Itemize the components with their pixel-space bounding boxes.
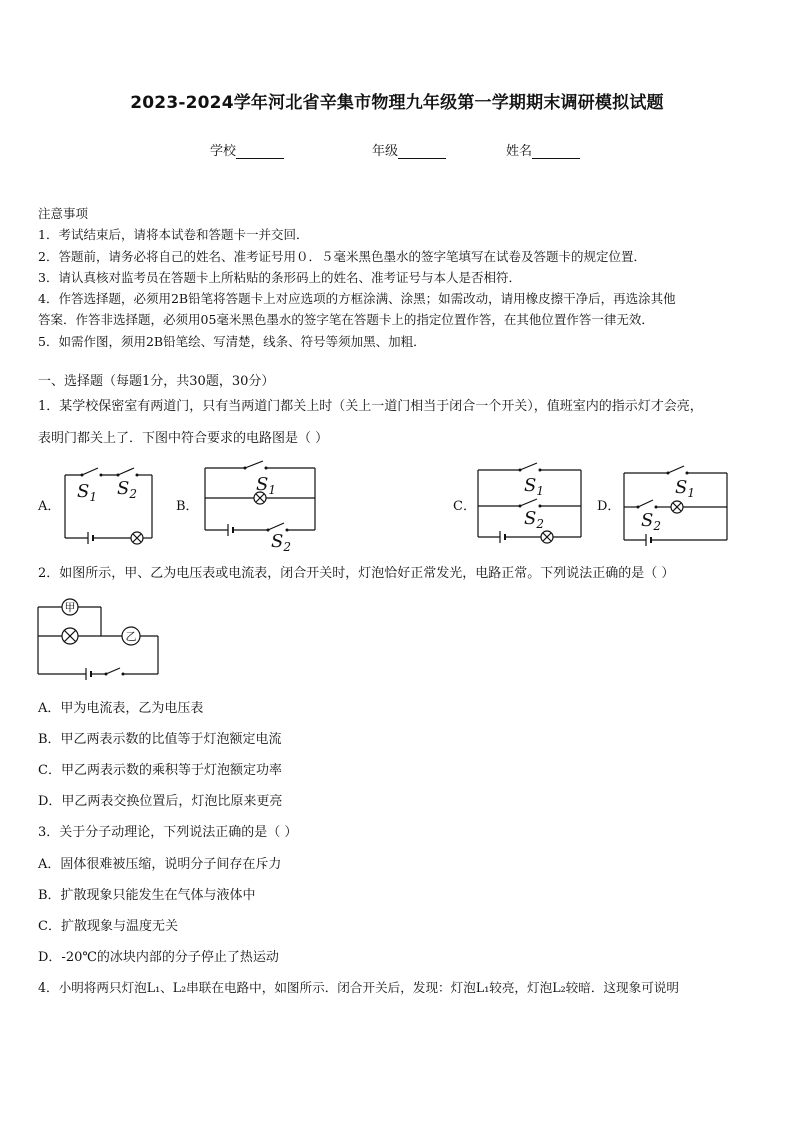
q1-option-a-label: A． [38,499,61,514]
q1-stem-line1: 1．某学校保密室有两道门，只有当两道门都关上时（关上一道门相当于闭合一个开关），值班室内的指示灯才会亮， [38,399,703,414]
note-item: 3．请认真核对监考员在答题卡上所粘贴的条形码上的姓名、准考证号与本人是否相符． [38,269,521,285]
note-item: 5．如需作图，须用2B铅笔绘、写清楚，线条、符号等须加黑、加粗． [38,333,426,349]
q1-stem-line2: 表明门都关上了．下图中符合要求的电路图是（ ） [38,431,329,446]
svg-text:甲: 甲 [64,601,76,614]
q3-option-b: B．扩散现象只能发生在气体与液体中 [38,888,256,903]
switch-label-s2: $S_2$ [641,510,661,533]
grade-field: 年级 [372,140,446,159]
q3-option-a: A．固体很难被压缩，说明分子间存在斥力 [38,857,282,872]
section-heading: 一、选择题（每题1分，共30题，30分） [38,374,275,389]
name-field: 姓名 [506,140,580,159]
notes-heading: 注意事项 [38,206,89,221]
circuit-c [478,463,581,543]
switch-label-s2: $S_2$ [117,478,137,501]
switch-label-s1: $S_1$ [256,474,276,497]
switch-label-s2: $S_2$ [524,508,544,531]
note-item: 4．作答选择题，必须用2B铅笔将答题卡上对应选项的方框涂满、涂黑；如需改动，请用橡皮擦干净后，再选涂其他 [38,291,676,307]
school-field: 学校 [210,140,284,159]
switch-label-s1: $S_1$ [77,481,97,504]
q2-option-c: C．甲乙两表示数的乘积等于灯泡额定功率 [38,763,282,778]
circuit-d [624,466,727,546]
note-item: 1．考试结束后，请将本试卷和答题卡一并交回． [38,227,309,243]
q1-option-d-label: D． [597,499,621,514]
note-item: 答案．作答非选择题，必须用05毫米黑色墨水的签字笔在答题卡上的指定位置作答，在其他位置作答一律无效． [38,312,654,328]
switch-label-s1: $S_1$ [524,475,544,498]
q3-stem: 3．关于分子动理论，下列说法正确的是（ ） [38,825,298,840]
q2-stem: 2．如图所示，甲、乙为电压表或电流表，闭合开关时，灯泡恰好正常发光，电路正常。下列说法正确的是（ ） [38,566,675,581]
circuit-a [65,468,152,544]
switch-label-s2: $S_2$ [271,531,291,554]
q3-option-d: D．-20℃的冰块内部的分子停止了热运动 [38,950,279,965]
page-title: 2023-2024学年河北省辛集市物理九年级第一学期期末调研模拟试题 [130,93,664,113]
q4-stem: 4．小明将两只灯泡L₁、L₂串联在电路中，如图所示．闭合开关后，发现：灯泡L₁较亮，灯泡L₂较暗．这现象可说明 [38,980,679,995]
q1-option-c-label: C． [453,499,476,514]
circuit-b [205,461,315,554]
note-item: 2．答题前，请务必将自己的姓名、准考证号用０．５毫米黑色墨水的签字笔填写在试卷及答题卡的规定位置． [38,248,646,264]
q2-circuit [38,599,158,680]
q1-option-b-label: B． [176,499,199,514]
q2-option-a: A．甲为电流表，乙为电压表 [38,701,204,716]
svg-text:乙: 乙 [125,630,137,643]
switch-label-s1: $S_1$ [675,477,695,500]
q2-option-d: D．甲乙两表交换位置后，灯泡比原来更亮 [38,794,283,809]
q3-option-c: C．扩散现象与温度无关 [38,919,178,934]
q2-option-b: B．甲乙两表示数的比值等于灯泡额定电流 [38,732,282,747]
